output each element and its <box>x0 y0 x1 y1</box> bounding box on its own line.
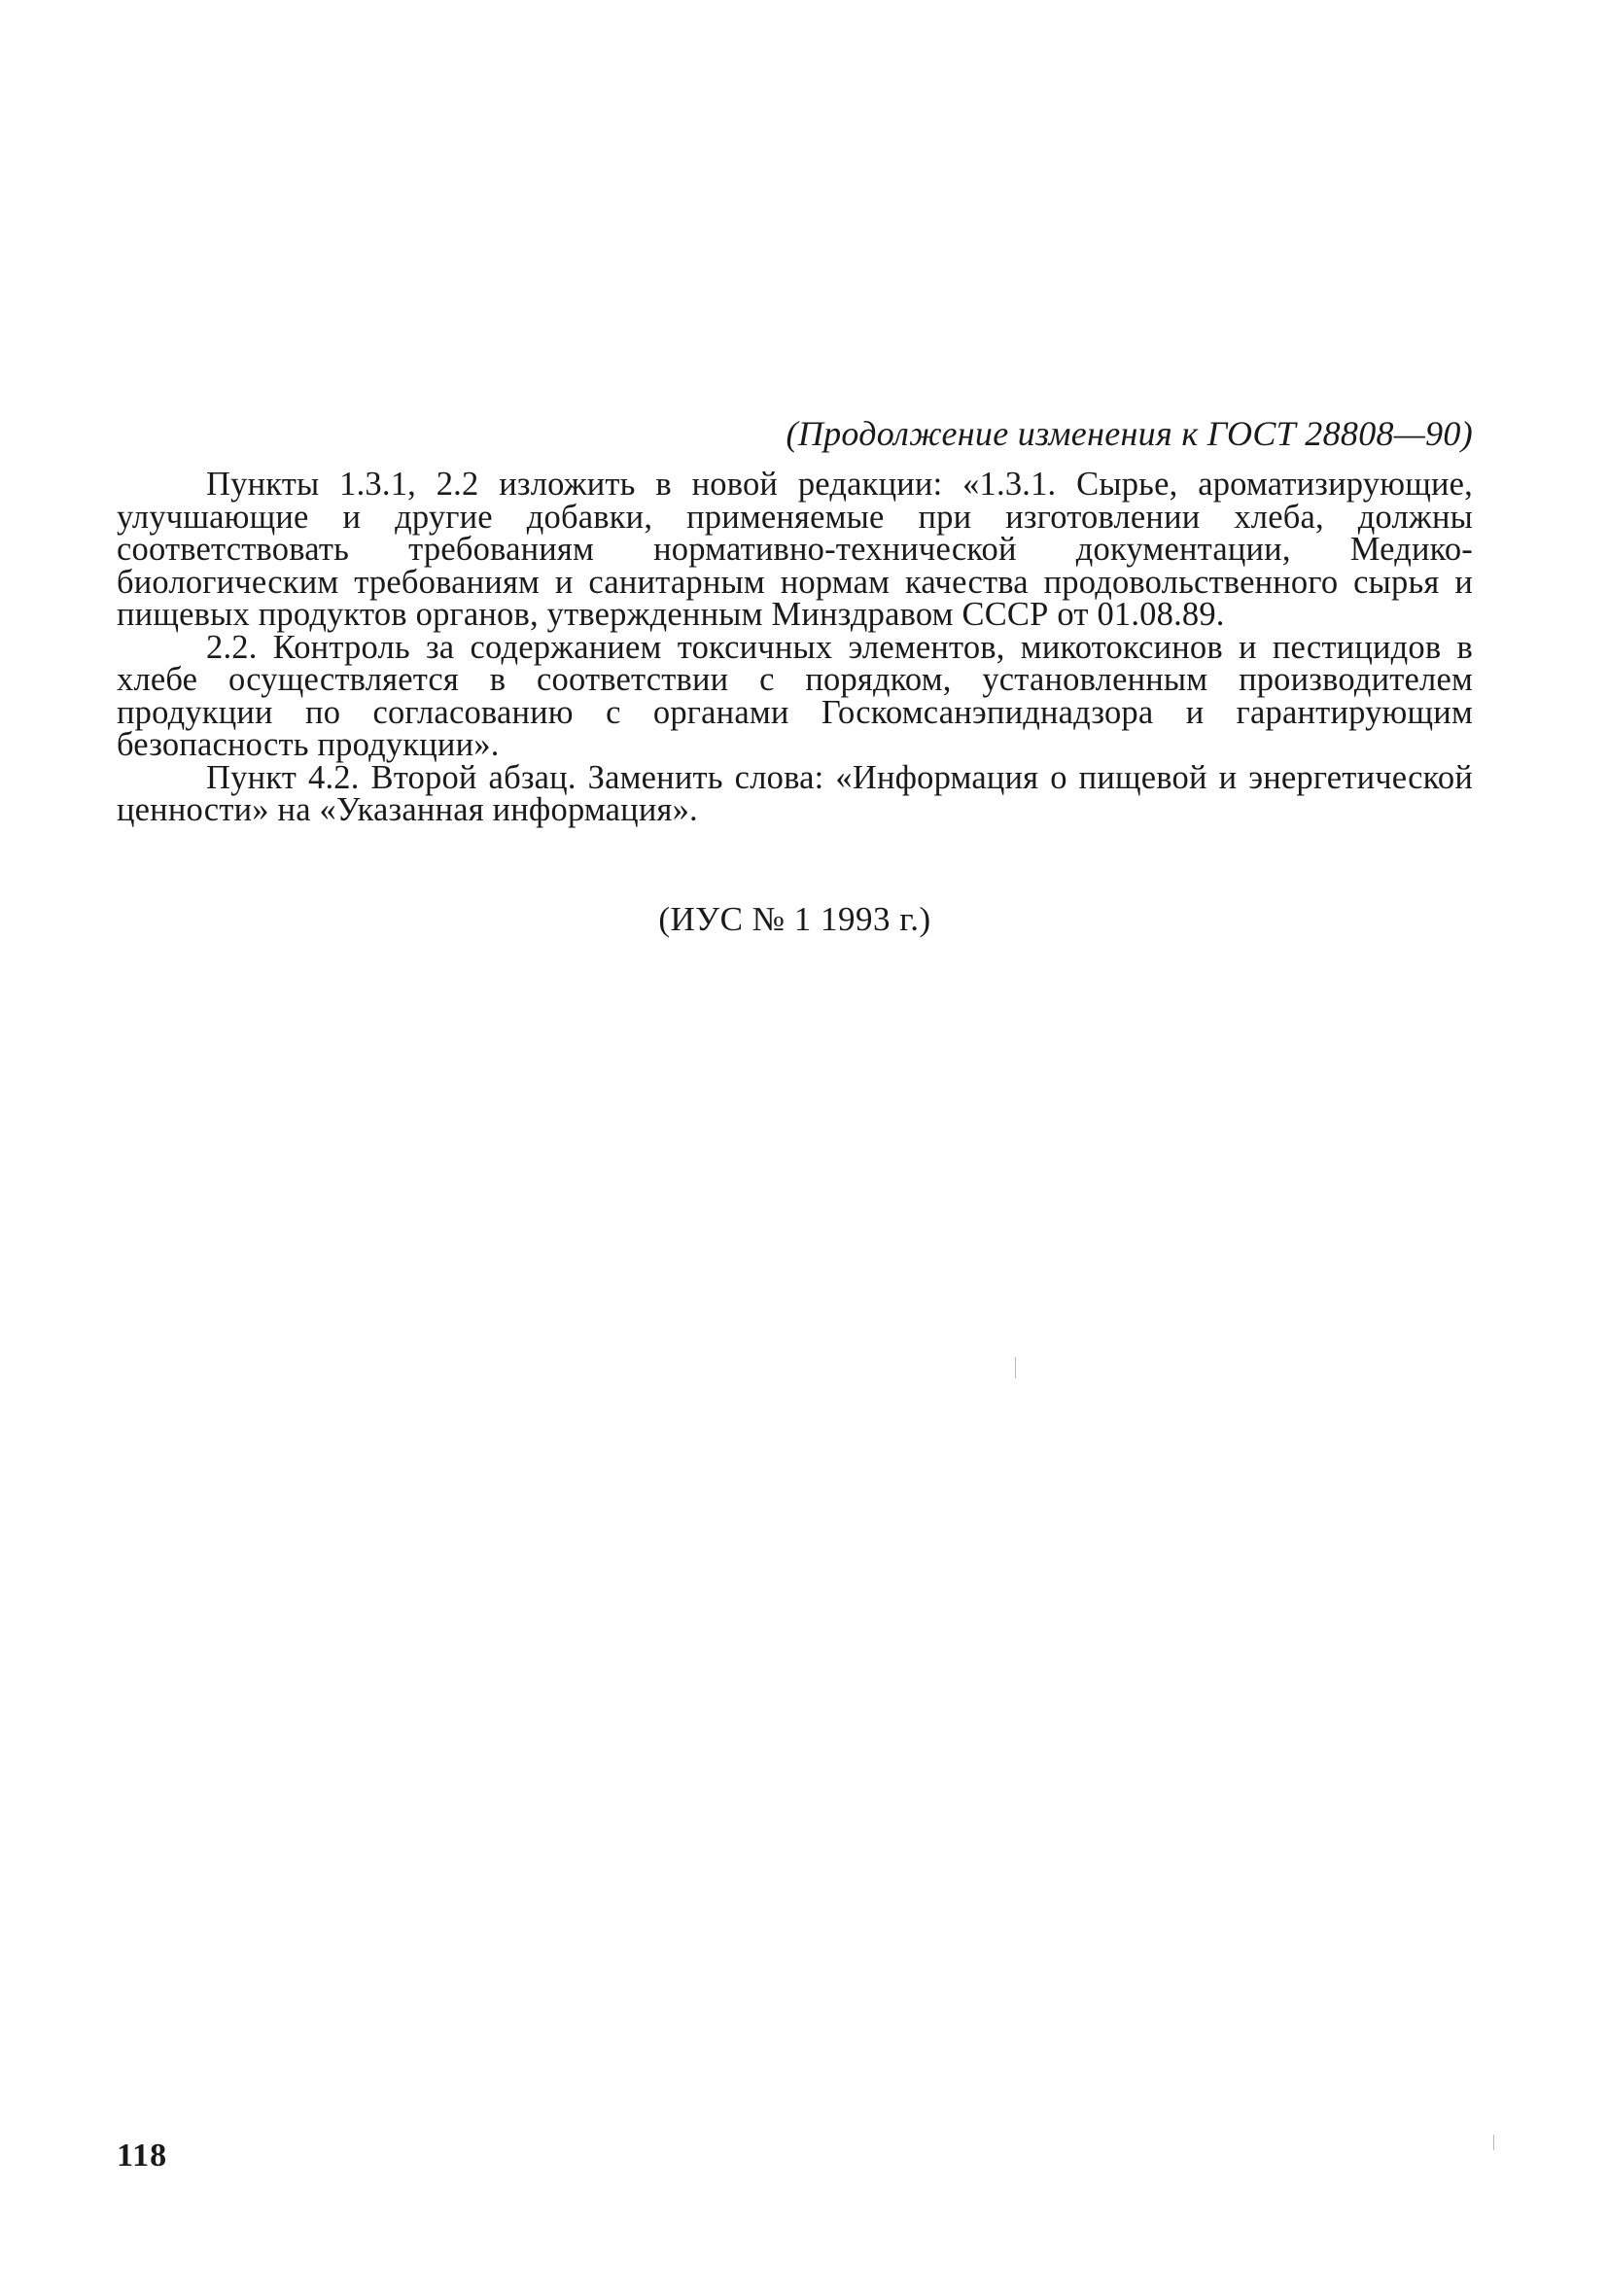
scan-speck <box>1493 2135 1494 2150</box>
continuation-header: (Продолжение изменения к ГОСТ 28808—90) <box>786 414 1473 453</box>
paragraph-item-4-2: Пункт 4.2. Второй абзац. Заменить слова: «Информация о пищевой и энергетической ценности» на «Указанная информация». <box>117 758 1473 828</box>
paragraph-items-1-3-1-and-2-2: Пункты 1.3.1, 2.2 изложить в новой редакции: «1.3.1. Сырье, ароматизирующие, улучшающие и другие добавки, применяемые при изготовлении хлеба, должны соответствовать требованиям нормативно-технической документации, Медико-биологическим требованиям и санитарным нормам качества продовольственного сырья и пищевых продуктов органов, утвержденным Минздравом СССР от 01.08.89. <box>117 466 1473 633</box>
paragraph-item-2-2: 2.2. Контроль за содержанием токсичных элементов, микотоксинов и пестицидов в хлебе осуществляется в соответствии с порядком, установленным производителем продукции по согласованию с органами Госкомсанэпиднадзора и гарантирующим безопасность продукции». <box>117 628 1473 763</box>
page-number: 118 <box>117 2138 168 2174</box>
scan-speck <box>1015 1357 1016 1378</box>
source-reference: (ИУС № 1 1993 г.) <box>658 900 931 938</box>
amendment-body <box>117 466 1473 828</box>
